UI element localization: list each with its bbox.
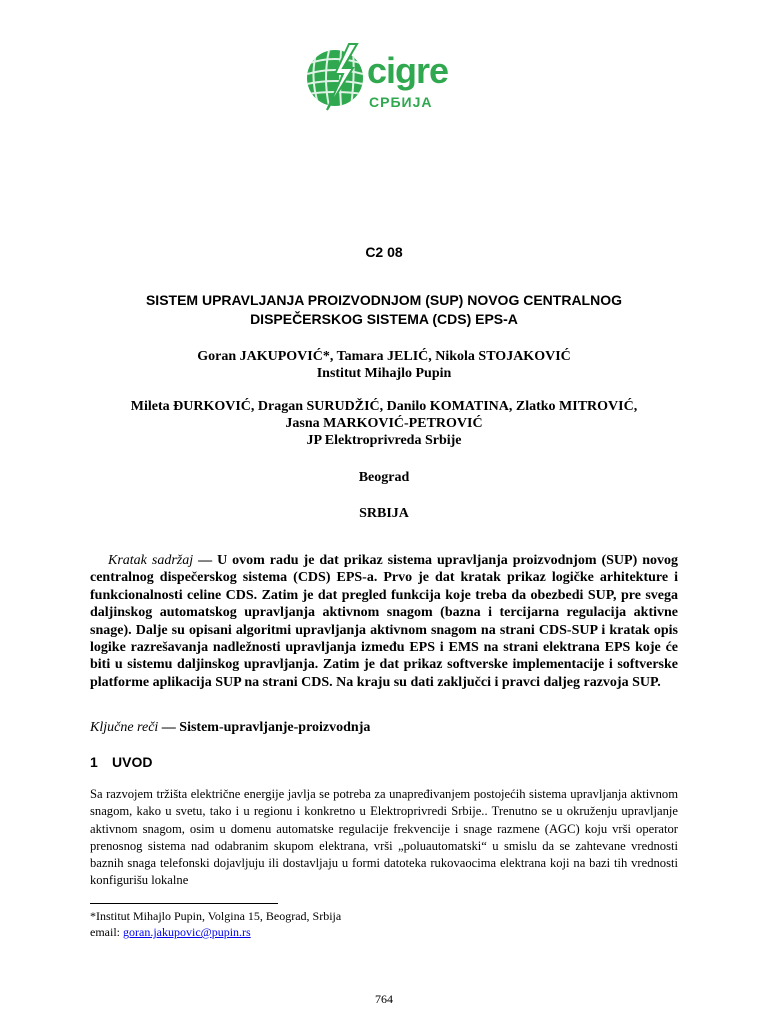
footnote-email-line xyxy=(90,925,251,940)
paper-title-line1: SISTEM UPRAVLJANJA PROIZVODNJOM (SUP) NOVOG CENTRALNOG xyxy=(145,292,623,308)
footnote-address: *Institut Mihajlo Pupin, Volgina 15, Beograd, Srbija xyxy=(90,909,342,923)
footnote-email-label: email: xyxy=(90,925,123,939)
country: SRBIJA xyxy=(359,506,409,521)
page-number: 764 xyxy=(375,992,393,1006)
institution-2: JP Elektroprivreda Srbije xyxy=(306,433,462,448)
cigre-logo xyxy=(305,40,467,114)
section-title: UVOD xyxy=(112,754,153,770)
paper-code: C2 08 xyxy=(365,244,403,260)
abstract-label: Kratak sadržaj xyxy=(108,553,194,568)
keywords xyxy=(90,719,678,736)
logo-brand-text: cigre xyxy=(367,50,449,91)
author-email-link[interactable]: goran.jakupovic@pupin.rs xyxy=(123,925,251,939)
intro-paragraph: Sa razvojem tržišta električne energije javlja se potreba za unapređivanjem postojećih sistema upravljanja aktivnom snagom, kako u svetu, tako i u regionu i konkretno u Elektroprivredi Srbije.. Trenutno se u okruženju upravljanje aktivnom snagom, osim u domenu automatske regulacije frekvencije i snage razmene (AGC) koju vrši operator prenosnog sistema nad odabranim skupom elektrana, vrši „poluautomatski“ u smislu da se zahtevane vrednosti baznih snaga telefonski dojavljuju ili dostavljaju u formi datoteka rukovaocima elektrana koji na bazi tih vrednosti konfigurišu lokalne xyxy=(90,787,678,888)
authors-group1: Goran JAKUPOVIĆ*, Tamara JELIĆ, Nikola STOJAKOVIĆ xyxy=(197,349,571,364)
keywords-label: Ključne reči xyxy=(90,720,159,735)
abstract-dash: — xyxy=(193,553,218,568)
logo-subtitle: СРБИЈА xyxy=(369,94,433,110)
keywords-text: Sistem-upravljanje-proizvodnja xyxy=(179,720,371,735)
city: Beograd xyxy=(358,470,410,485)
authors-group2-line2: Jasna MARKOVIĆ-PETROVIĆ xyxy=(285,416,483,431)
abstract-text: U ovom radu je dat prikaz sistema upravljanja proizvodnjom (SUP) novog centralnog dispečerskog sistema (CDS) EPS-a. Prvo je dat kratak prikaz logičke arhitekture i funkcionalnosti celine CDS. Zatim je dat pregled funkcija koje treba da obezbedi SUP, pre svega daljinskog automatskog upravljanja aktivnom snagom (bazna i tercijarna regulacija aktivne snage). Dalje su opisani algoritmi upravljanja aktivnom snagom na strani CDS-SUP i kratak opis logike razrešavanja nadležnosti upravljanja između EPS i EMS na strani elektrana EPS koje će biti u sistemu daljinskog upravljanja. Zatim je dat prikaz softverske implementacije i softverske platforme aplikacija SUP na strani CDS. Na kraju su dati zaključci i pravci daljeg razvoja SUP. xyxy=(90,553,678,690)
footnote-rule xyxy=(90,903,278,904)
institution-1: Institut Mihajlo Pupin xyxy=(316,366,452,381)
paper-title-line2: DISPEČERSKOG SISTEMA (CDS) EPS-A xyxy=(250,311,518,327)
section-heading xyxy=(90,754,152,770)
section-number: 1 xyxy=(90,754,98,770)
keywords-dash: — xyxy=(158,720,180,735)
globe-icon xyxy=(305,40,367,114)
abstract xyxy=(90,552,678,691)
authors-group2-line1: Mileta ĐURKOVIĆ, Dragan SURUDŽIĆ, Danilo KOMATINA, Zlatko MITROVIĆ, xyxy=(130,399,638,414)
